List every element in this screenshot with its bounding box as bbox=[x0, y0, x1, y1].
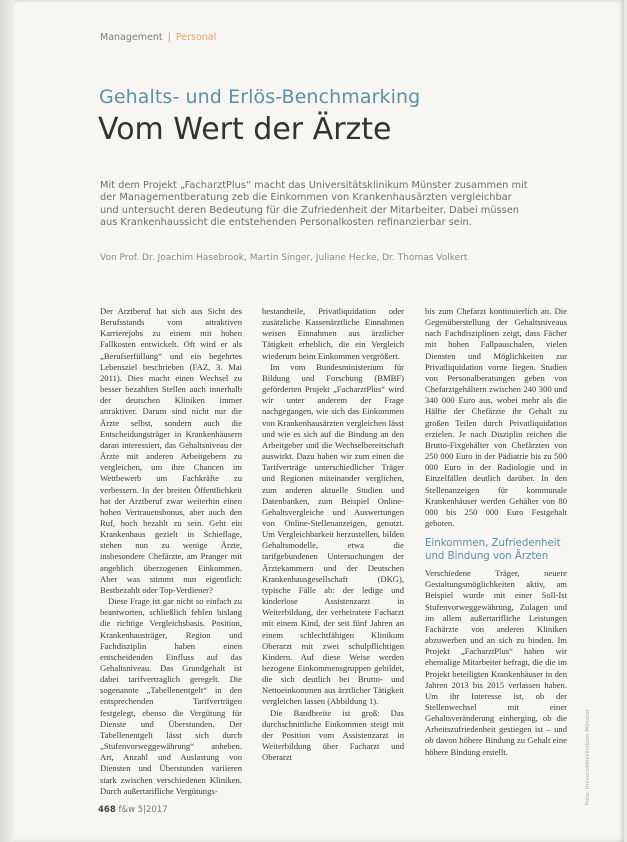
body-paragraph: Die Bandbreite ist groß: Das durchschnittliche Einkommen steigt mit der Position vom Assistenzarzt in Weiterbildung über Facharzt und Oberarzt bbox=[262, 707, 404, 763]
article-lead: Mit dem Projekt „FacharztPlus“ macht das Universitätsklinikum Münster zusammen mit der Managementberatung zeb die Einkommen von Krankenhausärzten vergleichbar und untersucht deren Bedeutung für die Zufriedenheit der Mitarbeiter. Dabei müssen aus Krankenhaussicht die entstehenden Personalkosten refinanzierbar sein. bbox=[100, 180, 528, 229]
body-column-3 bbox=[425, 306, 567, 758]
issue-label: f&w 5|2017 bbox=[118, 805, 168, 815]
body-paragraph: bis zum Chefarzt kontinuierlich an. Die Gegenüberstellung der Gehaltsniveaus nach Fachdisziplinen zeigt, dass Fächer mit hohen Fallpauschalen, vielen Diensten und Möglichkeiten zur Privatliquidation vorne liegen. Studien von Personalberatungen geben von Chefarztgehältern zwischen 240 300 und 340 000 Euro aus, wobei mehr als die Hälfte der Chefärzte ihr Gehalt zu großen Teilen durch Privatliquidation erzielen. Je nach Disziplin reichen die Brutto-Fixgehälter von Chefärzten von 250 000 Euro in der Pädiatrie bis zu 500 000 Euro in der Radiologie und in Einzelfällen deutlich darüber. In den Stellenanzeigen für kommunale Krankenhäuser werden Gehälter von 80 000 bis 250 000 Euro Festgehalt geboten. bbox=[425, 306, 567, 528]
body-paragraph: bestandteile, Privatliquidation oder zusätzliche Kassenärztliche Einnahmen weisen Einnahmen aus ärztlicher Tätigkeit erheblich, die ein Vergleich wiederum beim Einkommen vergrößert. bbox=[262, 306, 404, 361]
body-column-2 bbox=[262, 306, 404, 763]
body-paragraph: Im vom Bundesministerium für Bildung und Forschung (BMBF) geförderten Projekt „FacharztPlus“ wird wir unter anderem der Frage nachgegangen, wie sich das Einkommen von Krankenhausärzten vergleichen lässt und wie es sich auf die Bindung an den Arbeitgeber und die Wechselbereitschaft auswirkt. Dazu haben wir zum einen die Tarifverträge unterschiedlicher Träger und Regionen miteinander verglichen, zum anderen aktuelle Studien und Datenbanken, zum Beispiel Online-Gehaltsvergleiche und Auswertungen von Online-Stellenanzeigen, genutzt. Um Vergleichbarkeit herzustellen, bilden Gehaltsmodelle, etwa die tarifgebundenen Untersuchungen der Ärztekammern und der Deutschen Krankenhausgesellschaft (DKG), typische Fälle ab: der ledige und kinderlose Assistenzarzt in Weiterbildung, der verheiratete Facharzt mit einem Kind, der seit fünf Jahren an einem schlechtfähigen Klinikum Oberarzt mit zwei schulpflichtigen Kindern. Auf diese Weise werden bezogene Einkommensgruppen gebildet, die sich deutlich bei Brutto- und Nettoeinkommen aus ärztlicher Tätigkeit vergleichen lassen (Abbildung 1). bbox=[262, 361, 404, 707]
article-kicker: Gehalts- und Erlös-Benchmarking bbox=[99, 86, 421, 108]
page-number: 468 bbox=[98, 805, 116, 815]
category-label: Personal bbox=[175, 32, 217, 43]
section-separator: | bbox=[167, 32, 171, 43]
section-header bbox=[100, 32, 216, 43]
section-subheading: Einkommen, Zufriedenheit und Bindung von Ärzten bbox=[425, 538, 561, 563]
body-paragraph: Diese Frage ist gar nicht so einfach zu beantworten, schließlich fehlen bislang die richtige Vergleichsbasis. Position, Krankenhausträger, Region und Fachdisziplin haben einen entscheidenden Einfluss auf das Gehaltsniveau. Das Grundgehalt ist dabei tarifvertraglich geregelt. Die sogenannte „Tabellenentgelt“ in den entsprechenden Tarifverträgen festgelegt, ebenso die Vergütung für Dienste und Überstunden. Der Tabellenentgelt lässt sich durch „Stufenvorweggewährung“ anheben. Art, Anzahl und Auslastung von Diensten und Überstunden variieren stark zwischen verschiedenen Kliniken. Durch außertarifliche Vergütungs- bbox=[100, 596, 242, 796]
body-column-1 bbox=[100, 306, 242, 797]
section-label: Management bbox=[100, 32, 163, 43]
scan-edge bbox=[0, 0, 14, 842]
photo-credit-text: Foto: Universitätsklinikum Münster bbox=[585, 709, 591, 805]
article-title: Vom Wert der Ärzte bbox=[98, 112, 392, 147]
article-authors: Von Prof. Dr. Joachim Hasebrook, Martin Singer, Juliane Hecke, Dr. Thomas Volkert bbox=[100, 253, 468, 263]
body-paragraph: Der Arztberuf hat sich aus Sicht des Berufsstands vom attraktiven Karrierejobs zu einem mit hohen Fallkosten entwickelt. Oft wird er als „Berufserfüllung“ und ein begehrtes Lebensziel beschrieben (FAZ, 3. Mai 2011). Dies macht einen Wechsel zu besser bezahlten Stellen auch innerhalb der deutschen Kliniken immer attraktiver. Darum sind nicht nur die Ärzte selbst, sondern auch die Entscheidungsträger in Krankenhäusern daran interessiert, das Gehaltsniveau der Ärzte mit anderen Arbeitgebern zu vergleichen, um ihre Chancen im Wettbewerb um Fachkräfte zu verbessern. In der breiten Öffentlichkeit hat der Arztberuf zwar weiterhin einen hohen Vertrauensbonus, aber auch den Ruf, hoch bezahlt zu sein. Geht ein Krankenhaus gezielt in Schieflage, stehen nun zu wenige Ärzte, insbesondere Chefärzte, am Pranger mit angeblich überzogenen Einkommen. Aber was stimmt nun eigentlich: Bestbezahlt oder Top-Verdiener? bbox=[100, 306, 242, 595]
photo-credit bbox=[585, 685, 594, 805]
body-paragraph: Verschiedene Träger, neuere Gestaltungsmöglichkeiten aktiv, am Beispiel wurde mit einer Soll-Ist Stufenvorweggewährung, Zulagen und im allem außertarifliche Leistungen Fachärzte von anderen Kliniken abzuwerben und an sich zu binden. Im Projekt „FacharztPlus“ haben wir ehemalige Mitarbeiter befragt, die die im Projekt beteiligten Krankenhäuser in den Jahren 2013 bis 2015 verlassen haben. Um ihr Interesse ist, ob der Stellenwechsel mit einer Gehaltsveränderung einherging, ob die Arbeitszufriedenheit gestiegen ist – und ob davon höhere Bindung zu Gehalt eine höhere Bindung erstellt. bbox=[425, 568, 567, 757]
page-footer bbox=[98, 805, 168, 815]
